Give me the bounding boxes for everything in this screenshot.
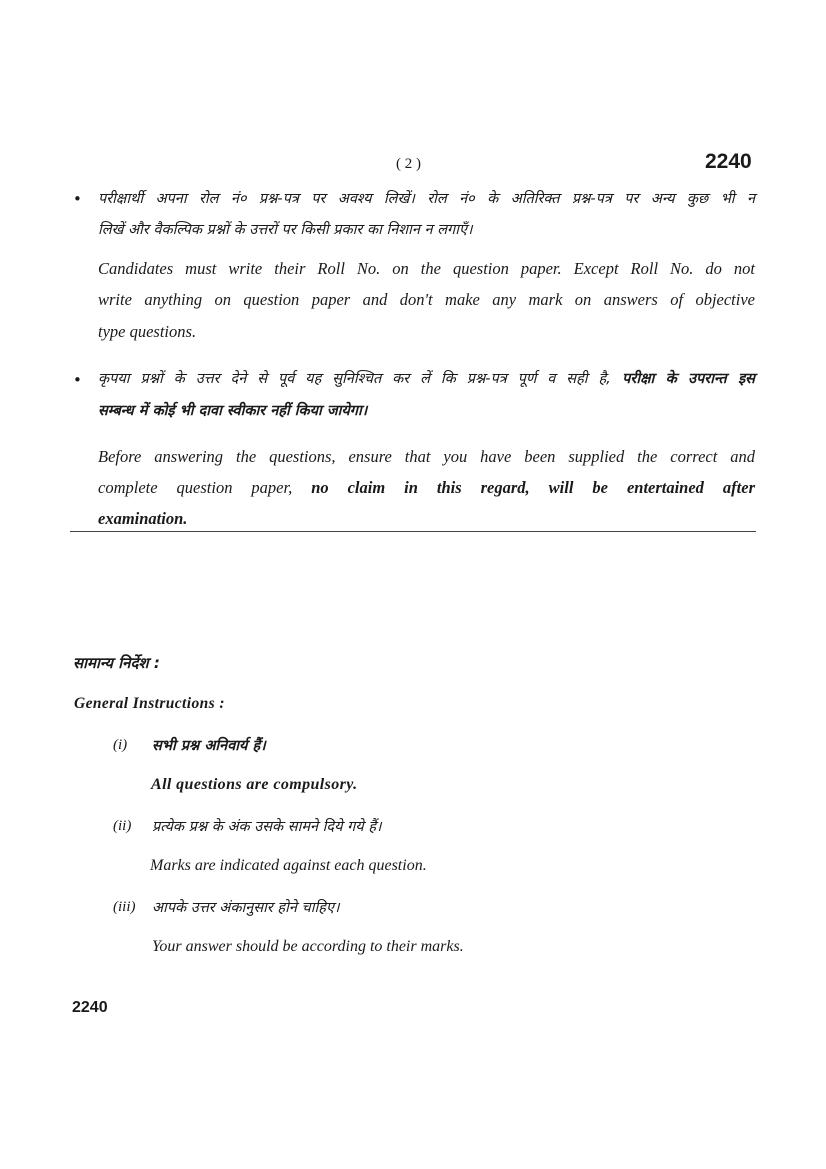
instruction-3-english: Your answer should be according to their marks. <box>152 938 464 955</box>
instruction-2-number: (ii) <box>113 818 132 834</box>
note-2-hindi-line-1-bold: परीक्षा के उपरान्त इस <box>610 371 755 387</box>
note-1-bullet: • <box>73 190 82 208</box>
note-2-english-line-2-plain: complete question paper, <box>98 478 293 497</box>
note-2-english-line-2 <box>98 478 755 498</box>
note-1-hindi-line-1: परीक्षार्थी अपना रोल नं० प्रश्न-पत्र पर अवश्य लिखें। रोल नं० के अतिरिक्त प्रश्न-पत्र पर अन्य कुछ भी न <box>98 191 755 207</box>
note-2-english-line-2-bold: no claim in this regard, will be entertained after <box>292 478 755 497</box>
instruction-1-english: All questions are compulsory. <box>151 776 358 793</box>
note-2-bullet: • <box>73 371 82 389</box>
note-2-english-line-3: examination. <box>98 509 188 528</box>
note-2-english-line-1: Before answering the questions, ensure that you have been supplied the correct and <box>98 447 755 466</box>
note-1-hindi-line-2: लिखें और वैकल्पिक प्रश्नों के उत्तरों पर किसी प्रकार का निशान न लगाएँ। <box>98 222 473 238</box>
instruction-1-hindi: सभी प्रश्न अनिवार्य हैं। <box>152 738 266 754</box>
page-number: ( 2 ) <box>396 156 421 172</box>
instruction-3-number: (iii) <box>113 899 136 915</box>
instruction-3-hindi: आपके उत्तर अंकानुसार होने चाहिए। <box>152 900 340 916</box>
note-1-english-line-3: type questions. <box>98 322 197 341</box>
note-1-english-line-2: write anything on question paper and don't make any mark on answers of objective <box>98 290 755 309</box>
paper-code-footer: 2240 <box>72 999 108 1016</box>
horizontal-rule <box>70 531 756 532</box>
instruction-2-hindi: प्रत्येक प्रश्न के अंक उसके सामने दिये गये हैं। <box>152 819 382 835</box>
note-2-hindi-line-1-plain: कृपया प्रश्नों के उत्तर देने से पूर्व यह सुनिश्चित कर लें कि प्रश्न-पत्र पूर्ण व सही है, <box>98 371 611 387</box>
note-2-hindi-line-2: सम्बन्ध में कोई भी दावा स्वीकार नहीं किया जायेगा। <box>98 403 368 419</box>
paper-code-header: 2240 <box>705 150 752 173</box>
general-instructions-heading: General Instructions : <box>74 695 225 712</box>
instruction-1-number: (i) <box>113 737 128 753</box>
instruction-2-english: Marks are indicated against each question. <box>150 857 427 874</box>
note-1-english-line-1: Candidates must write their Roll No. on the question paper. Except Roll No. do not <box>98 259 755 278</box>
general-instructions-heading-hindi: सामान्य निर्देश : <box>73 654 160 672</box>
note-2-hindi-line-1 <box>98 368 755 388</box>
